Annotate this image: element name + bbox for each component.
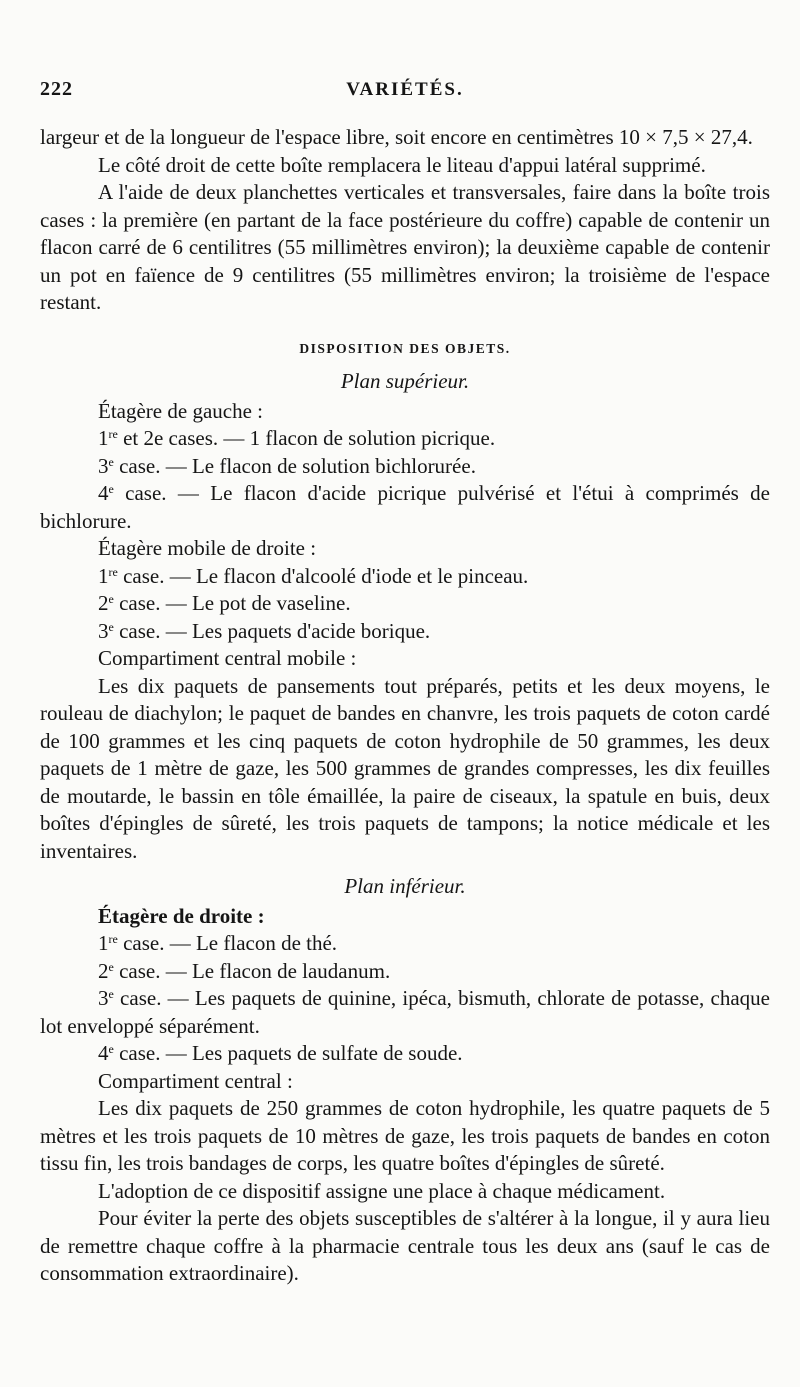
list-item: 2e case. — Le flacon de laudanum. [98,958,391,983]
compartiment-central-text: Les dix paquets de 250 grammes de coton hydrophile, les quatre paquets de 5 mètres et les trois paquets de 10 mètres de gaze, les trois paquets de bandes en coton tissu fin, les trois bandages de corps, les quatre boîtes d'épingles de sûreté. [40,1096,770,1175]
list-item: 3e case. — Le flacon de solution bichlorurée. [98,453,476,478]
etagere-droite-list [40,563,770,646]
intro-paragraph-2: Le côté droit de cette boîte remplacera le liteau d'appui latéral supprimé. [98,152,706,177]
compartiment-mobile-heading: Compartiment central mobile : [98,646,357,670]
etagere-inf-droite-list [40,930,770,1068]
list-item: 3e case. — Les paquets d'acide borique. [98,618,431,643]
running-title: VARIÉTÉS. [346,79,464,100]
section-title: DISPOSITION DES OBJETS. [299,340,511,356]
etagere-inf-droite-heading: Étagère de droite : [98,903,265,928]
intro-paragraph-1: largeur et de la longueur de l'espace libre, soit encore en centimètres 10 × 7,5 × 27,4. [40,125,753,149]
plan-superieur-title: Plan supérieur. [340,369,470,393]
list-item: 1re case. — Le flacon d'alcoolé d'iode et le pinceau. [98,563,529,588]
plan-inferieur-title: Plan inférieur. [344,874,466,898]
conclusion-paragraph-2: Pour éviter la perte des objets susceptibles de s'altérer à la longue, il y aura lieu de remettre chaque coffre à la pharmacie centrale tous les deux ans (sauf le cas de consommation extraordinaire). [40,1206,770,1285]
list-item: 1re et 2e cases. — 1 flacon de solution picrique. [98,426,496,450]
list-item: 1re case. — Le flacon de thé. [98,931,338,955]
page-body [40,124,770,1288]
etagere-gauche-heading: Étagère de gauche : [98,398,263,423]
intro-paragraph-3: A l'aide de deux planchettes verticales et transversales, faire dans la boîte trois cases : la première (en partant de la face postérieure du coffre) capable de contenir un flacon carré de 6 centilitres (55 millimètres environ); la deuxième capable de contenir un pot en faïence de 9 centilitres (55 millimètres environ; la troisième de l'espace restant. [40,180,770,314]
compartiment-mobile-text: Les dix paquets de pansements tout préparés, petits et les deux moyens, le rouleau de diachylon; le paquet de bandes en chanvre, les trois paquets de coton cardé de 100 grammes et les cinq paquets de coton hydrophile de 50 grammes, les deux paquets de 1 mètre de gaze, les 500 grammes de grandes compresses, les dix feuilles de moutarde, le bassin en tôle émaillée, la paire de ciseaux, la spatule en buis, deux boîtes d'épingles de sûreté, les trois paquets de tampons; la notice médicale et les inventaires. [40,673,770,863]
list-item: 4e case. — Les paquets de sulfate de soude. [98,1041,463,1065]
page-header [40,76,770,106]
list-item: 3e case. — Les paquets de quinine, ipéca, bismuth, chlorate de potasse, chaque lot enveloppé séparément. [40,986,770,1038]
page-number: 222 [40,78,73,100]
compartiment-central-heading: Compartiment central : [98,1068,293,1093]
conclusion-paragraph-1: L'adoption de ce dispositif assigne une place à chaque médicament. [98,1178,666,1203]
etagere-droite-heading: Étagère mobile de droite : [98,536,317,560]
list-item: 2e case. — Le pot de vaseline. [98,591,351,615]
list-item: 4e case. — Le flacon d'acide picrique pulvérisé et l'étui à comprimés de bichlorure. [40,481,770,533]
etagere-gauche-list [40,425,770,535]
